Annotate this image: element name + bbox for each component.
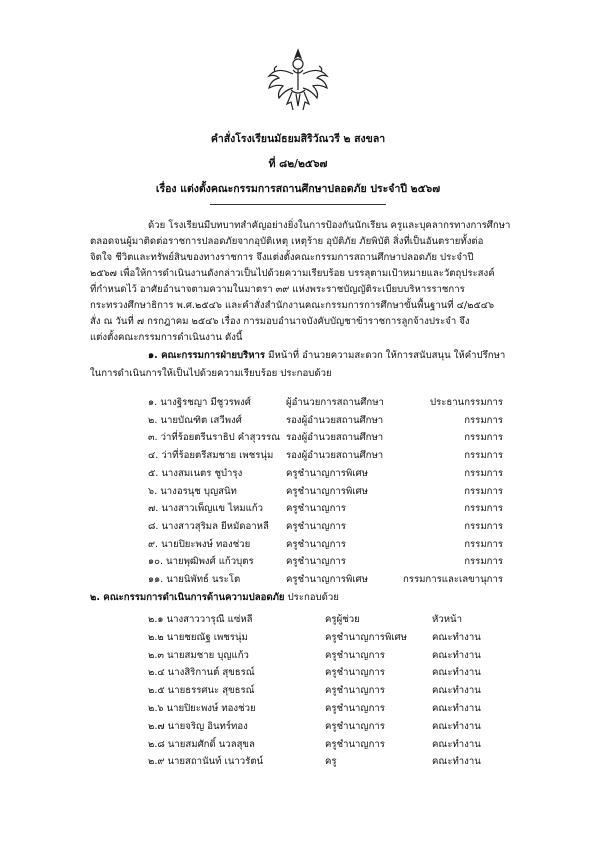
member-name: ๒.๓ นายสมชาย บุญแก้ว [148,649,249,661]
member-row [0,554,596,572]
member-role: คณะทำงาน [432,756,481,768]
member-role: คณะทำงาน [432,720,481,732]
member-role: คณะทำงาน [432,738,481,750]
section1-heading-cont: ในการดำเนินการให้เป็นไปด้วยความเรียบร้อย ประกอบด้วย [90,368,332,379]
member-name: ๘. นางสาวสุริมล ยีหมัดอาหลี [148,520,269,532]
member-position: ครูผู้ช่วย [325,614,360,625]
intro-line: ตลอดจนผู้มาติดต่อราชการปลอดภัยจากอุบัติเหตุ เหตุร้าย อุบัติภัย ภัยพิบัติ สิ่งที่เป็นอันตรายทั้งต่อ [90,236,484,247]
section1-heading [148,348,505,364]
member-position: ครูชำนาญการพิเศษ [325,631,407,643]
member-position: ครูชำนาญการ [286,556,346,568]
member-name: ๑๐. นายพุฒิพงศ์ แก้วบุตร [148,556,254,568]
member-position: ครู [325,756,337,768]
member-row [0,519,596,537]
member-position: ครูชำนาญการ [325,685,385,697]
member-row [0,430,596,448]
member-role: ประธานกรรมการ [430,397,503,408]
member-position: รองผู้อำนวยสถานศึกษา [286,450,384,462]
header-divider [210,204,386,205]
member-name: ๙. นายปิยะพงษ์ ทองช่วย [148,538,251,550]
member-role: กรรมการ [464,538,503,550]
member-row [0,395,596,413]
member-row [0,701,596,719]
member-position: ครูชำนาญการ [325,667,385,679]
member-role: คณะทำงาน [432,685,481,697]
member-row [0,501,596,519]
member-position: ผู้อำนวยการสถานศึกษา [286,397,384,408]
member-name: ๑. นางฐิรชญา มีชูวรพงศ์ [148,397,251,408]
intro-line: แต่งตั้งคณะกรรมการดำเนินงาน ดังนี้ [90,332,243,343]
member-position: รองผู้อำนวยสถานศึกษา [286,414,384,426]
member-name: ๔. ว่าที่ร้อยตรีสมชาย เพชรนุ่ม [148,450,274,462]
member-role: คณะทำงาน [432,649,481,661]
order-number: ที่ ๘๒/๒๕๖๗ [268,158,328,170]
member-row [0,572,596,590]
section2-heading [90,590,339,606]
member-row [0,466,596,484]
member-row [0,484,596,502]
member-position: ครูชำนาญการ [286,503,346,515]
member-role: กรรมการ [464,503,503,515]
member-role: หัวหน้า [432,614,462,625]
member-row [0,537,596,555]
intro-line: จิตใจ ชีวิตและทรัพย์สินของทางราชการ จึงแต่งตั้งคณะกรรมการสถานศึกษาปลอดภัย ประจำปี [90,252,474,263]
member-position: ครูชำนาญการ [325,720,385,732]
section2-title: ๒. คณะกรรมการดำเนินการด้านความปลอดภัย [90,592,285,603]
intro-line: ด้วย โรงเรียนมีบทบาทสำคัญอย่างยิ่งในการป้องกันนักเรียน ครูและบุคลากรทางการศึกษา [148,220,511,231]
member-name: ๒.๙ นายสถานันท์ เนาวรัตน์ [148,756,264,768]
member-name: ๒.๘ นายสมศักดิ์ นวลสุขล [148,738,255,750]
member-name: ๖. นางอรนุช บุญสนิท [148,485,237,497]
member-position: ครูชำนาญการ [325,649,385,661]
member-position: ครูชำนาญการ [325,738,385,750]
member-role: กรรมการ [464,467,503,479]
member-name: ๕. นางสมเนตร ชูบำรุง [148,467,243,479]
section2-intro: ประกอบด้วย [284,592,339,603]
member-row [0,719,596,737]
section1-duty: มีหน้าที่ อำนวยความสะดวก ให้การสนับสนุน ให้คำปรึกษา [265,350,506,361]
garuda-emblem-icon [263,46,333,116]
member-position: ครูชำนาญการ [286,538,346,550]
member-row [0,448,596,466]
member-name: ๒.๒ นายชยณัฐ เพชรนุ่ม [148,631,248,643]
member-role: กรรมการ [464,414,503,426]
document-org-title: คำสั่งโรงเรียนมัธยมสิริวัณวรี ๒ สงขลา [210,133,386,145]
member-position: ครูชำนาญการพิเศษ [286,574,368,585]
member-name: ๒.๑ นางสาววารุณี แซ่หลี [148,614,253,625]
member-name: ๗. นางสาวเพ็ญแข ไหมแก้ว [148,503,263,515]
member-name: ๒.๖ นายปิยะพงษ์ ทองช่วย [148,703,256,714]
member-row [0,648,596,666]
member-name: ๒. นายบัณฑิต เสวีพงศ์ [148,414,242,426]
member-row [0,630,596,648]
member-row [0,413,596,431]
member-name: ๓. ว่าที่ร้อยตรีนราธิป คำสุวรรณ [148,432,281,444]
member-role: คณะทำงาน [432,631,481,643]
member-role: กรรมการ [464,520,503,532]
order-subject: เรื่อง แต่งตั้งคณะกรรมการสถานศึกษาปลอดภัย ประจำปี ๒๕๖๗ [155,183,441,195]
member-row [0,754,596,772]
member-row [0,665,596,683]
member-position: ครูชำนาญการ [286,520,346,532]
member-row [0,612,596,630]
member-row [0,683,596,701]
intro-line: ๒๕๖๗ เพื่อให้การดำเนินงานดังกล่าวเป็นไปด้วยความเรียบร้อย บรรลุตามเป้าหมายและวัตถุประสงค์ [90,268,495,279]
member-role: คณะทำงาน [432,703,481,714]
member-role: คณะทำงาน [432,667,481,679]
member-position: ครูชำนาญการพิเศษ [286,485,368,497]
member-name: ๒.๕ นายธรรศนะ สุขธรณ์ [148,685,255,697]
intro-line: ที่กำหนดไว้ อาศัยอำนาจตามความในมาตรา ๓๙ แห่งพระราชบัญญัติระเบียบบริหารราชการ [90,284,465,295]
member-role: กรรมการ [464,432,503,444]
member-role: กรรมการ [464,485,503,497]
member-row [0,737,596,755]
section1-title: ๑. คณะกรรมการฝ่ายบริหาร [148,350,266,361]
member-role: กรรมการ [464,450,503,462]
intro-line: สั่ง ณ วันที่ ๗ กรกฎาคม ๒๕๔๖ เรื่อง การมอบอำนาจบังคับบัญชาข้าราชการลูกจ้างประจำ จึง [90,316,470,327]
member-name: ๒.๗ นายจริญ อินทร์ทอง [148,720,248,732]
member-name: ๑๑. นายนิพัทธ์ นระโต [148,574,241,585]
member-position: รองผู้อำนวยสถานศึกษา [286,432,384,444]
member-position: ครูชำนาญการ [325,703,385,714]
member-position: ครูชำนาญการพิเศษ [286,467,368,479]
intro-line: กระทรวงศึกษาธิการ พ.ศ.๒๕๔๖ และคำสั่งสำนักงานคณะกรรมการการศึกษาขั้นพื้นฐานที่ ๔/๒๕๔๖ [90,300,495,311]
member-role: กรรมการ [464,556,503,568]
member-name: ๒.๔ นางสิริกานต์ สุขธรณ์ [148,667,255,679]
member-role: กรรมการและเลขานุการ [402,574,503,585]
